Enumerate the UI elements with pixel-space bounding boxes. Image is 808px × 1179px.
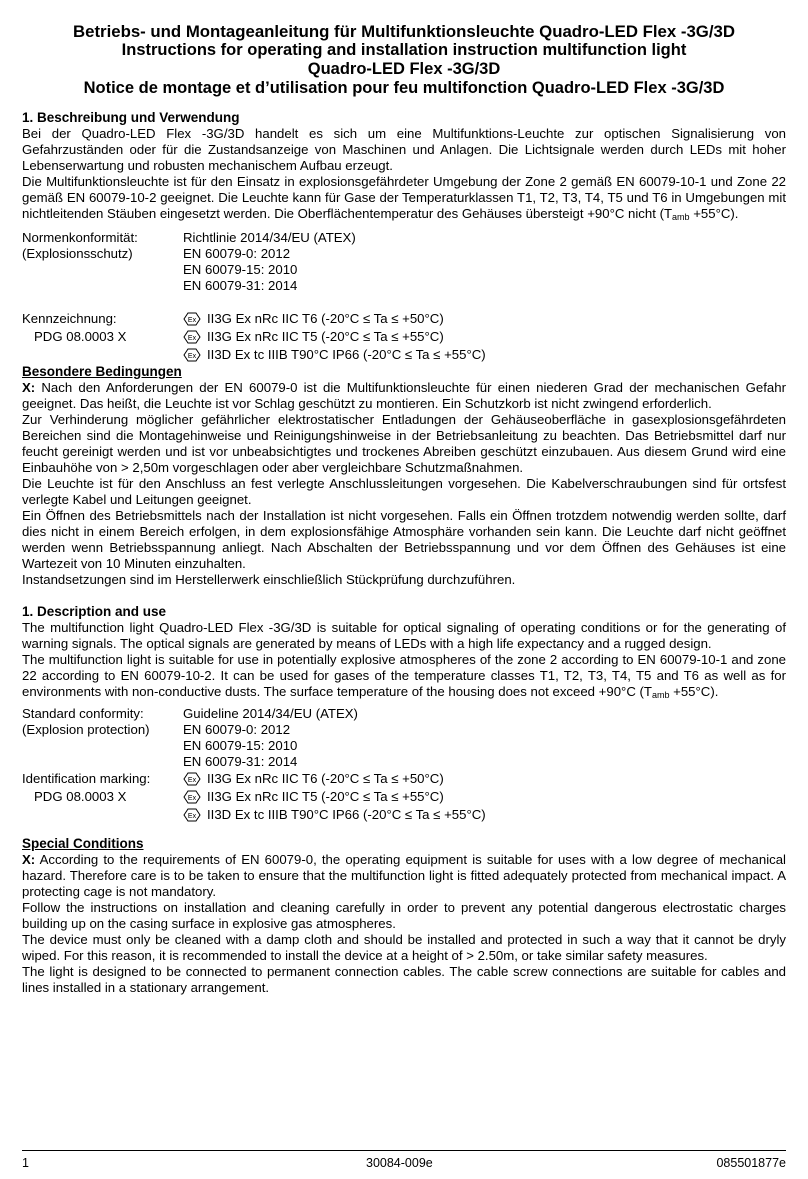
conformity-label-de: Normenkonformität: [22, 230, 138, 245]
special-paragraph-en-2: Follow the instructions on installation and cleaning carefully in order to prevent any potential dangerous electrostatic charges building up on the casing surface in explosive gas atmospheres. [22, 900, 786, 931]
marking-line: II3D Ex tc IIIB T90°C IP66 (-20°C ≤ Ta ≤ +55°C) [207, 347, 486, 362]
conformity-value: EN 60079-15: 2010 [183, 738, 298, 753]
special-paragraph-de-5: Instandsetzungen sind im Herstellerwerk einschließlich Stückprüfung durchzuführen. [22, 572, 516, 587]
marking-line: II3G Ex nRc IIC T6 (-20°C ≤ Ta ≤ +50°C) [207, 311, 444, 326]
conformity-value: Guideline 2014/34/EU (ATEX) [183, 706, 358, 721]
special-conditions-heading-de: Besondere Bedingungen [22, 364, 182, 379]
ex-hexagon-icon [183, 312, 201, 326]
conformity-sublabel-en: (Explosion protection) [22, 722, 150, 737]
section-heading-en: 1. Description and use [22, 604, 167, 619]
conformity-block-de [22, 230, 786, 294]
conformity-value: EN 60079-0: 2012 [183, 246, 291, 261]
paragraph-de-1: Bei der Quadro-LED Flex -3G/3D handelt es sich um eine Multifunktions-Leuchte zur optischen Signalisierung von Gefahrzuständen oder für die Zustandsanzeige von Maschinen und Anlagen. Die Lichtsignale werden durch LEDs mit hoher Lebenserwartung und robusten mechanischem Aufbau erzeugt. [22, 126, 786, 173]
marking-block-en [22, 770, 786, 824]
ex-hexagon-icon [183, 772, 201, 786]
ex-hexagon-icon [183, 790, 201, 804]
title-english-line2: Quadro-LED Flex -3G/3D [307, 60, 501, 78]
marking-line: II3D Ex tc IIIB T90°C IP66 (-20°C ≤ Ta ≤ +55°C) [207, 807, 486, 822]
conformity-value: EN 60079-0: 2012 [183, 722, 291, 737]
marking-line: II3G Ex nRc IIC T5 (-20°C ≤ Ta ≤ +55°C) [207, 329, 444, 344]
conformity-value: EN 60079-15: 2010 [183, 262, 298, 277]
paragraph-en-2: The multifunction light is suitable for use in potentially explosive atmospheres of the zone 2 according to EN 60079-10-1 and zone 22 according to EN 60079-10-2. It can be used for gases of the temperature classes T1, T2, T3, T4, T5 and T6 as well as for environments with non-conductive dusts. The surface temperature of the housing does not exceed +90°C $(T_{amb} +55^\circ C)$. [22, 652, 786, 700]
svg-text:Ex: Ex [187, 813, 197, 820]
special-paragraph-de-1: X: Nach den Anforderungen der EN 60079-0 ist die Multifunktionsleuchte für einen niederen Grad der mechanischen Gefahr geeignet. Das heißt, die Leuchte ist vor Schlag geschützt zu montieren. Ein Schutzkorb ist nicht zwingend erforderlich. [22, 380, 786, 411]
conformity-block-en [22, 706, 786, 770]
page-number: 1 [22, 1156, 29, 1170]
title-english-line1: Instructions for operating and installation instruction multifunction light [121, 41, 687, 59]
svg-text:Ex: Ex [187, 335, 197, 342]
marking-label-de: Kennzeichnung: [22, 311, 117, 326]
special-paragraph-de-4: Ein Öffnen des Betriebsmittels nach der Installation ist nicht vorgesehen. Falls ein Öffnen trotzdem notwendig werden sollte, darf dies nicht in einem Bereich erfolgen, in dem explosionsfähige Atmosphäre vorhanden sein kann. Die Leuchte darf nicht geöffnet werden wenn Betriebsspannung anliegt. Nach Abschalten der Betriebsspannung und vor dem Öffnen des Gehäuses ist eine Wartezeit von 10 Minuten einzuhalten. [22, 508, 786, 571]
document-number: 30084-009e [366, 1156, 433, 1170]
paragraph-en-1: The multifunction light Quadro-LED Flex -3G/3D is suitable for optical signaling of operating conditions or for the generating of warning signals. The optical signals are generated by means of LEDs with a high life expectancy and a rugged design. [22, 620, 786, 651]
ex-hexagon-icon [183, 808, 201, 822]
marking-line: II3G Ex nRc IIC T6 (-20°C ≤ Ta ≤ +50°C) [207, 771, 444, 786]
page-footer [22, 1150, 786, 1171]
conformity-value: EN 60079-31: 2014 [183, 754, 298, 769]
conformity-sublabel-de: (Explosionsschutz) [22, 246, 133, 261]
marking-label-en: Identification marking: [22, 771, 151, 786]
special-paragraph-en-1: X: According to the requirements of EN 60079-0, the operating equipment is suitable for uses with a low degree of mechanical hazard. Therefore care is to be taken to ensure that the multifunction light is fitted adequately protected from mechanical impact. A protecting cage is not mandatory. [22, 852, 786, 899]
conformity-value: Richtlinie 2014/34/EU (ATEX) [183, 230, 356, 245]
title-french: Notice de montage et d’utilisation pour feu multifonction Quadro-LED Flex -3G/3D [83, 79, 725, 97]
svg-text:Ex: Ex [187, 317, 197, 324]
svg-text:Ex: Ex [187, 795, 197, 802]
ex-hexagon-icon [183, 330, 201, 344]
special-paragraph-de-2: Zur Verhinderung möglicher gefährlicher elektrostatischer Entladungen der Gehäuseoberfläche in gasexplosionsgefährdeten Bereichen sind die Montagehinweise und Reinigungshinweise in der Betriebsanleitung zu beachten. Das Betriebsmittel darf nur feucht gereinigt werden und ist vor unbeabsichtigtes und trockenes Abreiben geschützt einzubauen. Aus diesem Grund wird eine Einbauhöhe von > 2,50m vorgeschlagen oder aber vergleichbare Schutzmaßnahmen. [22, 412, 786, 475]
article-code: 085501877e [716, 1156, 786, 1170]
svg-text:Ex: Ex [187, 353, 197, 360]
marking-block-de [22, 310, 786, 364]
special-paragraph-en-3: The device must only be cleaned with a damp cloth and should be installed and protected in such a way that it cannot be dryly wiped. For this reason, it is recommended to install the device at a height of > 2.50m, or take similar safety measures. [22, 932, 786, 963]
special-paragraph-de-3: Die Leuchte ist für den Anschluss an fest verlegte Anschlussleitungen vorgesehen. Die Kabelverschraubungen sind für ortsfest verlegte Kabel und Leitungen geeignet. [22, 476, 786, 507]
section-heading-de: 1. Beschreibung und Verwendung [22, 110, 240, 125]
ex-hexagon-icon [183, 348, 201, 362]
conformity-value: EN 60079-31: 2014 [183, 278, 298, 293]
svg-text:Ex: Ex [187, 777, 197, 784]
certificate-number-de: PDG 08.0003 X [34, 329, 127, 344]
marking-line: II3G Ex nRc IIC T5 (-20°C ≤ Ta ≤ +55°C) [207, 789, 444, 804]
conformity-label-en: Standard conformity: [22, 706, 144, 721]
paragraph-de-2: Die Multifunktionsleuchte ist für den Einsatz in explosionsgefährdeter Umgebung der Zone 2 gemäß EN 60079-10-1 und Zone 22 gemäß EN 60079-10-2 geeignet. Die Leuchte kann für Gase der Temperaturklassen T1, T2, T3, T4, T5 und T6 in Umgebungen mit nichtleitenden Stäuben eingesetzt werden. Die Oberflächentemperatur des Gehäuses übersteigt +90°C nicht $(T_{amb} +55^\circ C)$. [22, 174, 786, 222]
certificate-number-en: PDG 08.0003 X [34, 789, 127, 804]
special-conditions-heading-en: Special Conditions [22, 836, 144, 851]
title-german: Betriebs- und Montageanleitung für Multifunktionsleuchte Quadro-LED Flex -3G/3D [73, 22, 735, 41]
special-paragraph-en-4: The light is designed to be connected to permanent connection cables. The cable screw connections are suitable for cables and lines installed in a stationary arrangement. [22, 964, 786, 995]
